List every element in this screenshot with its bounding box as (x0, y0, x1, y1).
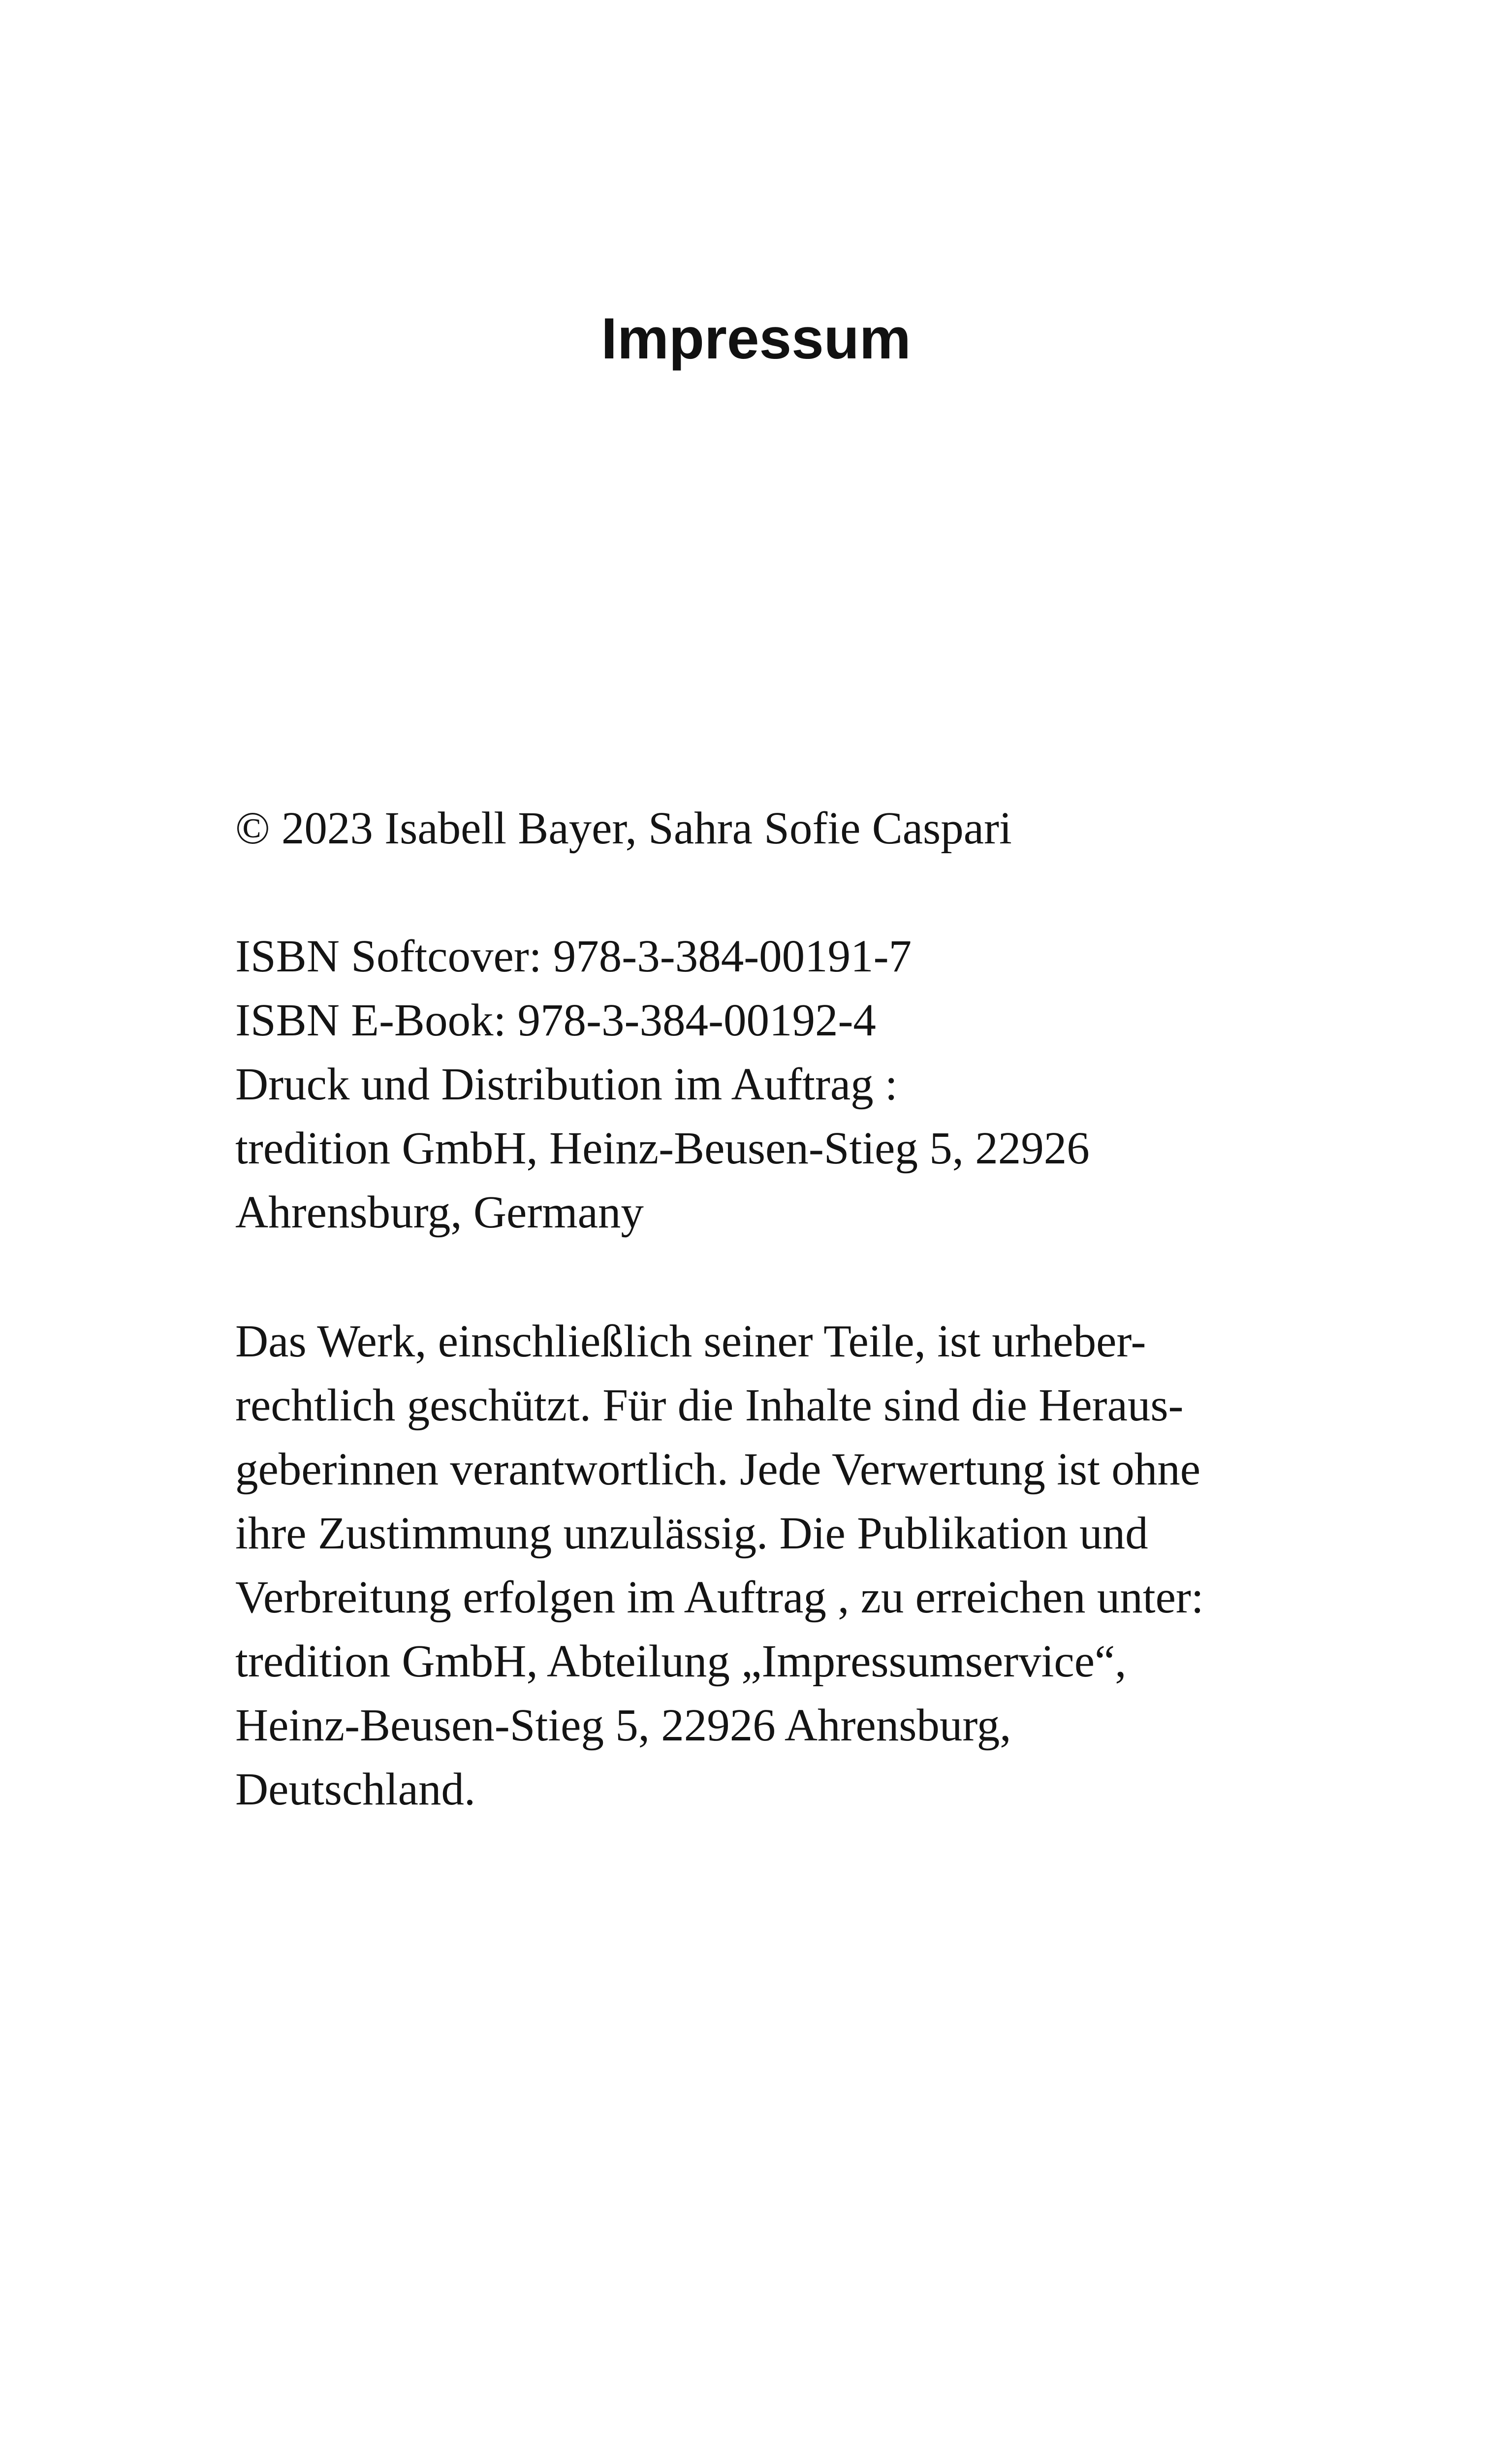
legal-line: Heinz-Beusen-Stieg 5, 22926 Ahrensburg, (235, 1700, 1011, 1751)
legal-line: ihre Zustimmung unzulässig. Die Publikation und (235, 1508, 1148, 1559)
legal-line: rechtlich geschützt. Für die Inhalte sind die Heraus- (235, 1380, 1184, 1431)
isbn-ebook-line: ISBN E-Book: 978-3-384-00192-4 (235, 995, 876, 1046)
distribution-line: Druck und Distribution im Auftrag : (235, 1059, 898, 1110)
copyright-notice (235, 797, 1367, 861)
legal-line: Deutschland. (235, 1764, 476, 1815)
legal-line: Das Werk, einschließlich seiner Teile, ist urheber- (235, 1316, 1146, 1367)
page-title: Impressum (601, 306, 911, 371)
legal-line: Verbreitung erfolgen im Auftrag , zu erreichen unter: (235, 1572, 1204, 1623)
publication-details (235, 925, 1367, 1245)
legal-line: geberinnen verantwortlich. Jede Verwertung ist ohne (235, 1444, 1200, 1495)
legal-line: tredition GmbH, Abteilung „Impressumservice“, (235, 1636, 1127, 1687)
publisher-city-line: Ahrensburg, Germany (235, 1187, 644, 1238)
publisher-address-line: tredition GmbH, Heinz-Beusen-Stieg 5, 22926 (235, 1123, 1090, 1174)
copyright-line: © 2023 Isabell Bayer, Sahra Sofie Caspari (235, 803, 1012, 854)
legal-notice (235, 1310, 1367, 1822)
isbn-softcover-line: ISBN Softcover: 978-3-384-00191-7 (235, 931, 912, 982)
